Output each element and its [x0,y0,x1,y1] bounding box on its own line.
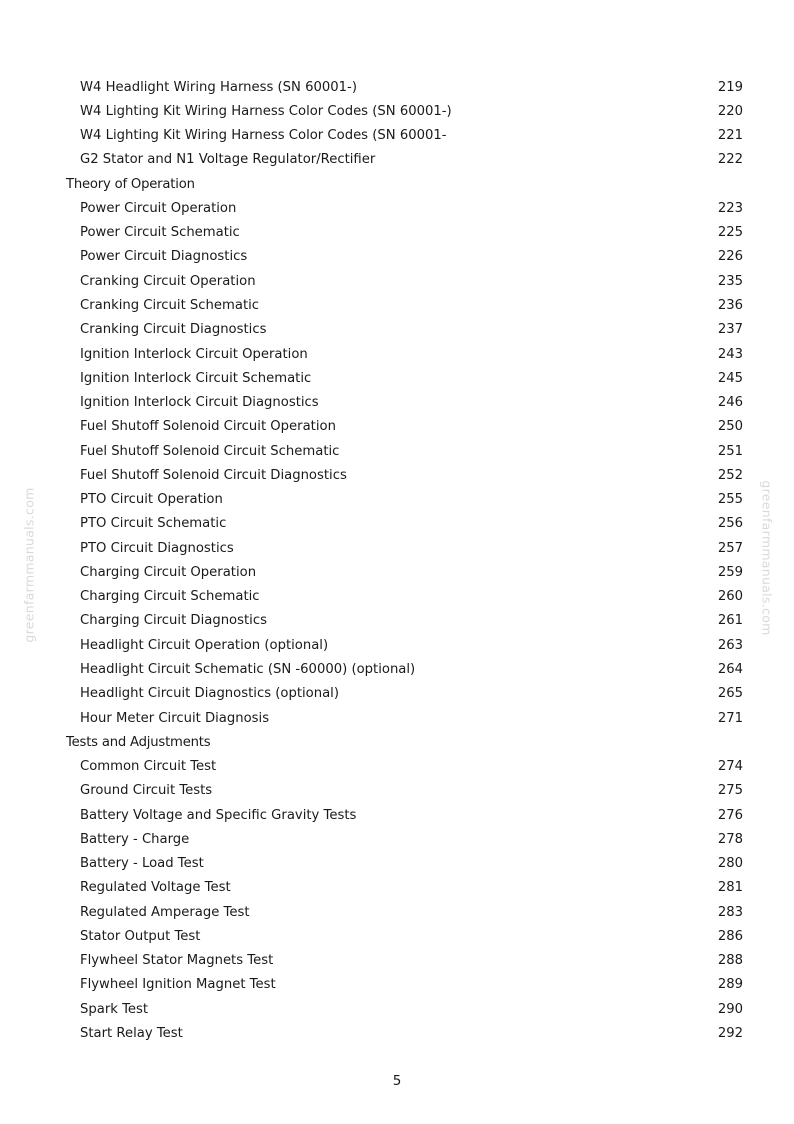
toc-entry-title: Ignition Interlock Circuit Diagnostics [80,395,319,411]
toc-entry-page: 261 [717,613,743,629]
toc-entry-page: 245 [717,370,743,386]
toc-entry[interactable] [66,997,743,1021]
toc-entry-page: 235 [717,273,743,289]
toc-entry-page: 289 [717,977,743,993]
toc-entry[interactable] [66,682,743,706]
watermark-left: greenfarmmanuals.com [21,487,37,643]
toc-entry-page: 286 [717,928,743,944]
toc-entry[interactable] [66,245,743,269]
toc-entry-page: 222 [717,152,743,168]
toc-entry-page: 251 [717,443,743,459]
toc-entry-page: 256 [717,516,743,532]
toc-entry-page: 257 [717,540,743,556]
toc-entry-page: 252 [717,467,743,483]
toc-entry[interactable] [66,196,743,220]
toc-entry-page: 243 [717,346,743,362]
toc-entry-page: 255 [717,492,743,508]
toc-entry[interactable] [66,221,743,245]
watermark-right: greenfarmmanuals.com [759,480,775,636]
toc-entry-page: 281 [717,880,743,896]
toc-entry-title: Regulated Voltage Test [80,880,231,896]
toc-entry-title: Ignition Interlock Circuit Schematic [80,370,312,386]
toc-entry[interactable] [66,609,743,633]
toc-entry-title: Common Circuit Test [80,759,217,775]
toc-entry[interactable] [66,536,743,560]
toc-entry[interactable] [66,318,743,342]
toc-entry-page: 275 [717,783,743,799]
toc-entry[interactable] [66,269,743,293]
toc-entry-page: 220 [717,103,743,119]
toc-entry-title: Stator Output Test [80,928,201,944]
toc-entry[interactable] [66,803,743,827]
toc-entry[interactable] [66,415,743,439]
toc-entry[interactable] [66,949,743,973]
toc-entry-title: Headlight Circuit Schematic (SN -60000) (optional) [80,662,416,677]
toc-entry[interactable] [66,512,743,536]
toc-entry[interactable] [66,148,743,172]
toc-entry-page: 219 [717,79,743,95]
toc-entry-page: 280 [717,856,743,872]
toc-entry-title: Ground Circuit Tests [80,783,213,799]
toc-entry[interactable] [66,366,743,390]
toc-entry-page: 274 [717,759,743,775]
toc-entry-title: Regulated Amperage Test [80,904,250,920]
toc-entry-title: Flywheel Stator Magnets Test [80,953,274,969]
toc-entry[interactable] [66,876,743,900]
page-number: 5 [392,1073,402,1089]
toc-entry-page: 221 [717,128,743,144]
toc-entry[interactable] [66,657,743,681]
toc-entry[interactable] [66,124,743,148]
toc-entry[interactable] [66,585,743,609]
toc-entry-title: Battery - Charge [80,831,190,847]
toc-entry-title: Cranking Circuit Diagnostics [80,322,267,338]
toc-entry[interactable] [66,560,743,584]
toc-entry-page: 283 [717,904,743,920]
toc-section-heading[interactable] [66,730,743,754]
toc-entry-page: 264 [717,662,743,677]
toc-entry-title: Power Circuit Schematic [80,225,240,241]
toc-entry-title: Power Circuit Operation [80,200,237,216]
toc-entry-page: 250 [717,419,743,435]
toc-entry-page: 260 [717,589,743,605]
toc-entry-title: PTO Circuit Diagnostics [80,540,234,556]
toc-entry-page: 223 [717,200,743,216]
toc-entry-page: 265 [717,686,743,702]
toc-entry[interactable] [66,488,743,512]
table-of-contents [66,75,743,1046]
toc-entry-title: W4 Lighting Kit Wiring Harness Color Codes (SN 60001- [80,128,447,144]
toc-entry-title: Headlight Circuit Operation (optional) [80,637,329,653]
toc-entry[interactable] [66,293,743,317]
toc-entry-title: W4 Lighting Kit Wiring Harness Color Codes (SN 60001-) [80,103,452,119]
toc-entry-page: 288 [717,953,743,969]
toc-entry-title: Fuel Shutoff Solenoid Circuit Operation [80,419,336,435]
toc-entry[interactable] [66,973,743,997]
toc-entry-title: G2 Stator and N1 Voltage Regulator/Rectifier [80,152,376,168]
toc-entry-page: 225 [717,225,743,241]
toc-entry-title: Battery Voltage and Specific Gravity Tests [80,807,357,823]
toc-entry-title: Power Circuit Diagnostics [80,249,248,265]
toc-entry-title: Ignition Interlock Circuit Operation [80,346,308,362]
toc-entry[interactable] [66,75,743,99]
toc-entry-title: Theory of Operation [66,176,195,192]
toc-entry-title: Headlight Circuit Diagnostics (optional) [80,686,339,702]
toc-entry-page: 292 [717,1025,743,1041]
toc-entry-title: Cranking Circuit Operation [80,273,256,289]
toc-entry-page: 290 [717,1001,743,1017]
toc-entry-title: Fuel Shutoff Solenoid Circuit Schematic [80,443,340,459]
toc-entry[interactable] [66,827,743,851]
toc-entry-title: Spark Test [80,1001,149,1017]
toc-entry-title: Tests and Adjustments [66,734,211,750]
toc-entry[interactable] [66,779,743,803]
toc-entry-page: 278 [717,831,743,847]
toc-entry-title: Hour Meter Circuit Diagnosis [80,710,270,726]
toc-entry-title: Charging Circuit Operation [80,564,257,580]
toc-entry[interactable] [66,633,743,657]
toc-entry-page: 246 [717,395,743,411]
toc-section-heading[interactable] [66,172,743,196]
toc-entry-title: PTO Circuit Operation [80,492,223,508]
toc-entry-title: Charging Circuit Diagnostics [80,613,267,629]
toc-entry-title: Battery - Load Test [80,856,204,872]
toc-entry-page: 271 [717,710,743,726]
toc-entry[interactable] [66,706,743,730]
toc-entry[interactable] [66,1021,743,1045]
toc-entry-title: Fuel Shutoff Solenoid Circuit Diagnostics [80,467,347,483]
toc-entry-page: 276 [717,807,743,823]
toc-entry[interactable] [66,924,743,948]
toc-entry[interactable] [66,99,743,123]
toc-entry-page: 237 [717,322,743,338]
toc-entry-title: Cranking Circuit Schematic [80,298,260,314]
toc-entry[interactable] [66,463,743,487]
toc-entry-page: 259 [717,564,743,580]
toc-entry-title: Flywheel Ignition Magnet Test [80,977,276,993]
toc-entry[interactable] [66,439,743,463]
toc-entry[interactable] [66,342,743,366]
toc-entry-title: Charging Circuit Schematic [80,589,260,605]
toc-entry[interactable] [66,852,743,876]
toc-entry-title: PTO Circuit Schematic [80,516,227,532]
toc-entry[interactable] [66,900,743,924]
toc-entry-title: Start Relay Test [80,1025,183,1041]
toc-entry-page: 263 [717,637,743,653]
toc-entry-page: 236 [717,298,743,314]
toc-entry[interactable] [66,390,743,414]
toc-entry-title: W4 Headlight Wiring Harness (SN 60001-) [80,79,357,95]
toc-entry-page: 226 [717,249,743,265]
toc-entry[interactable] [66,754,743,778]
